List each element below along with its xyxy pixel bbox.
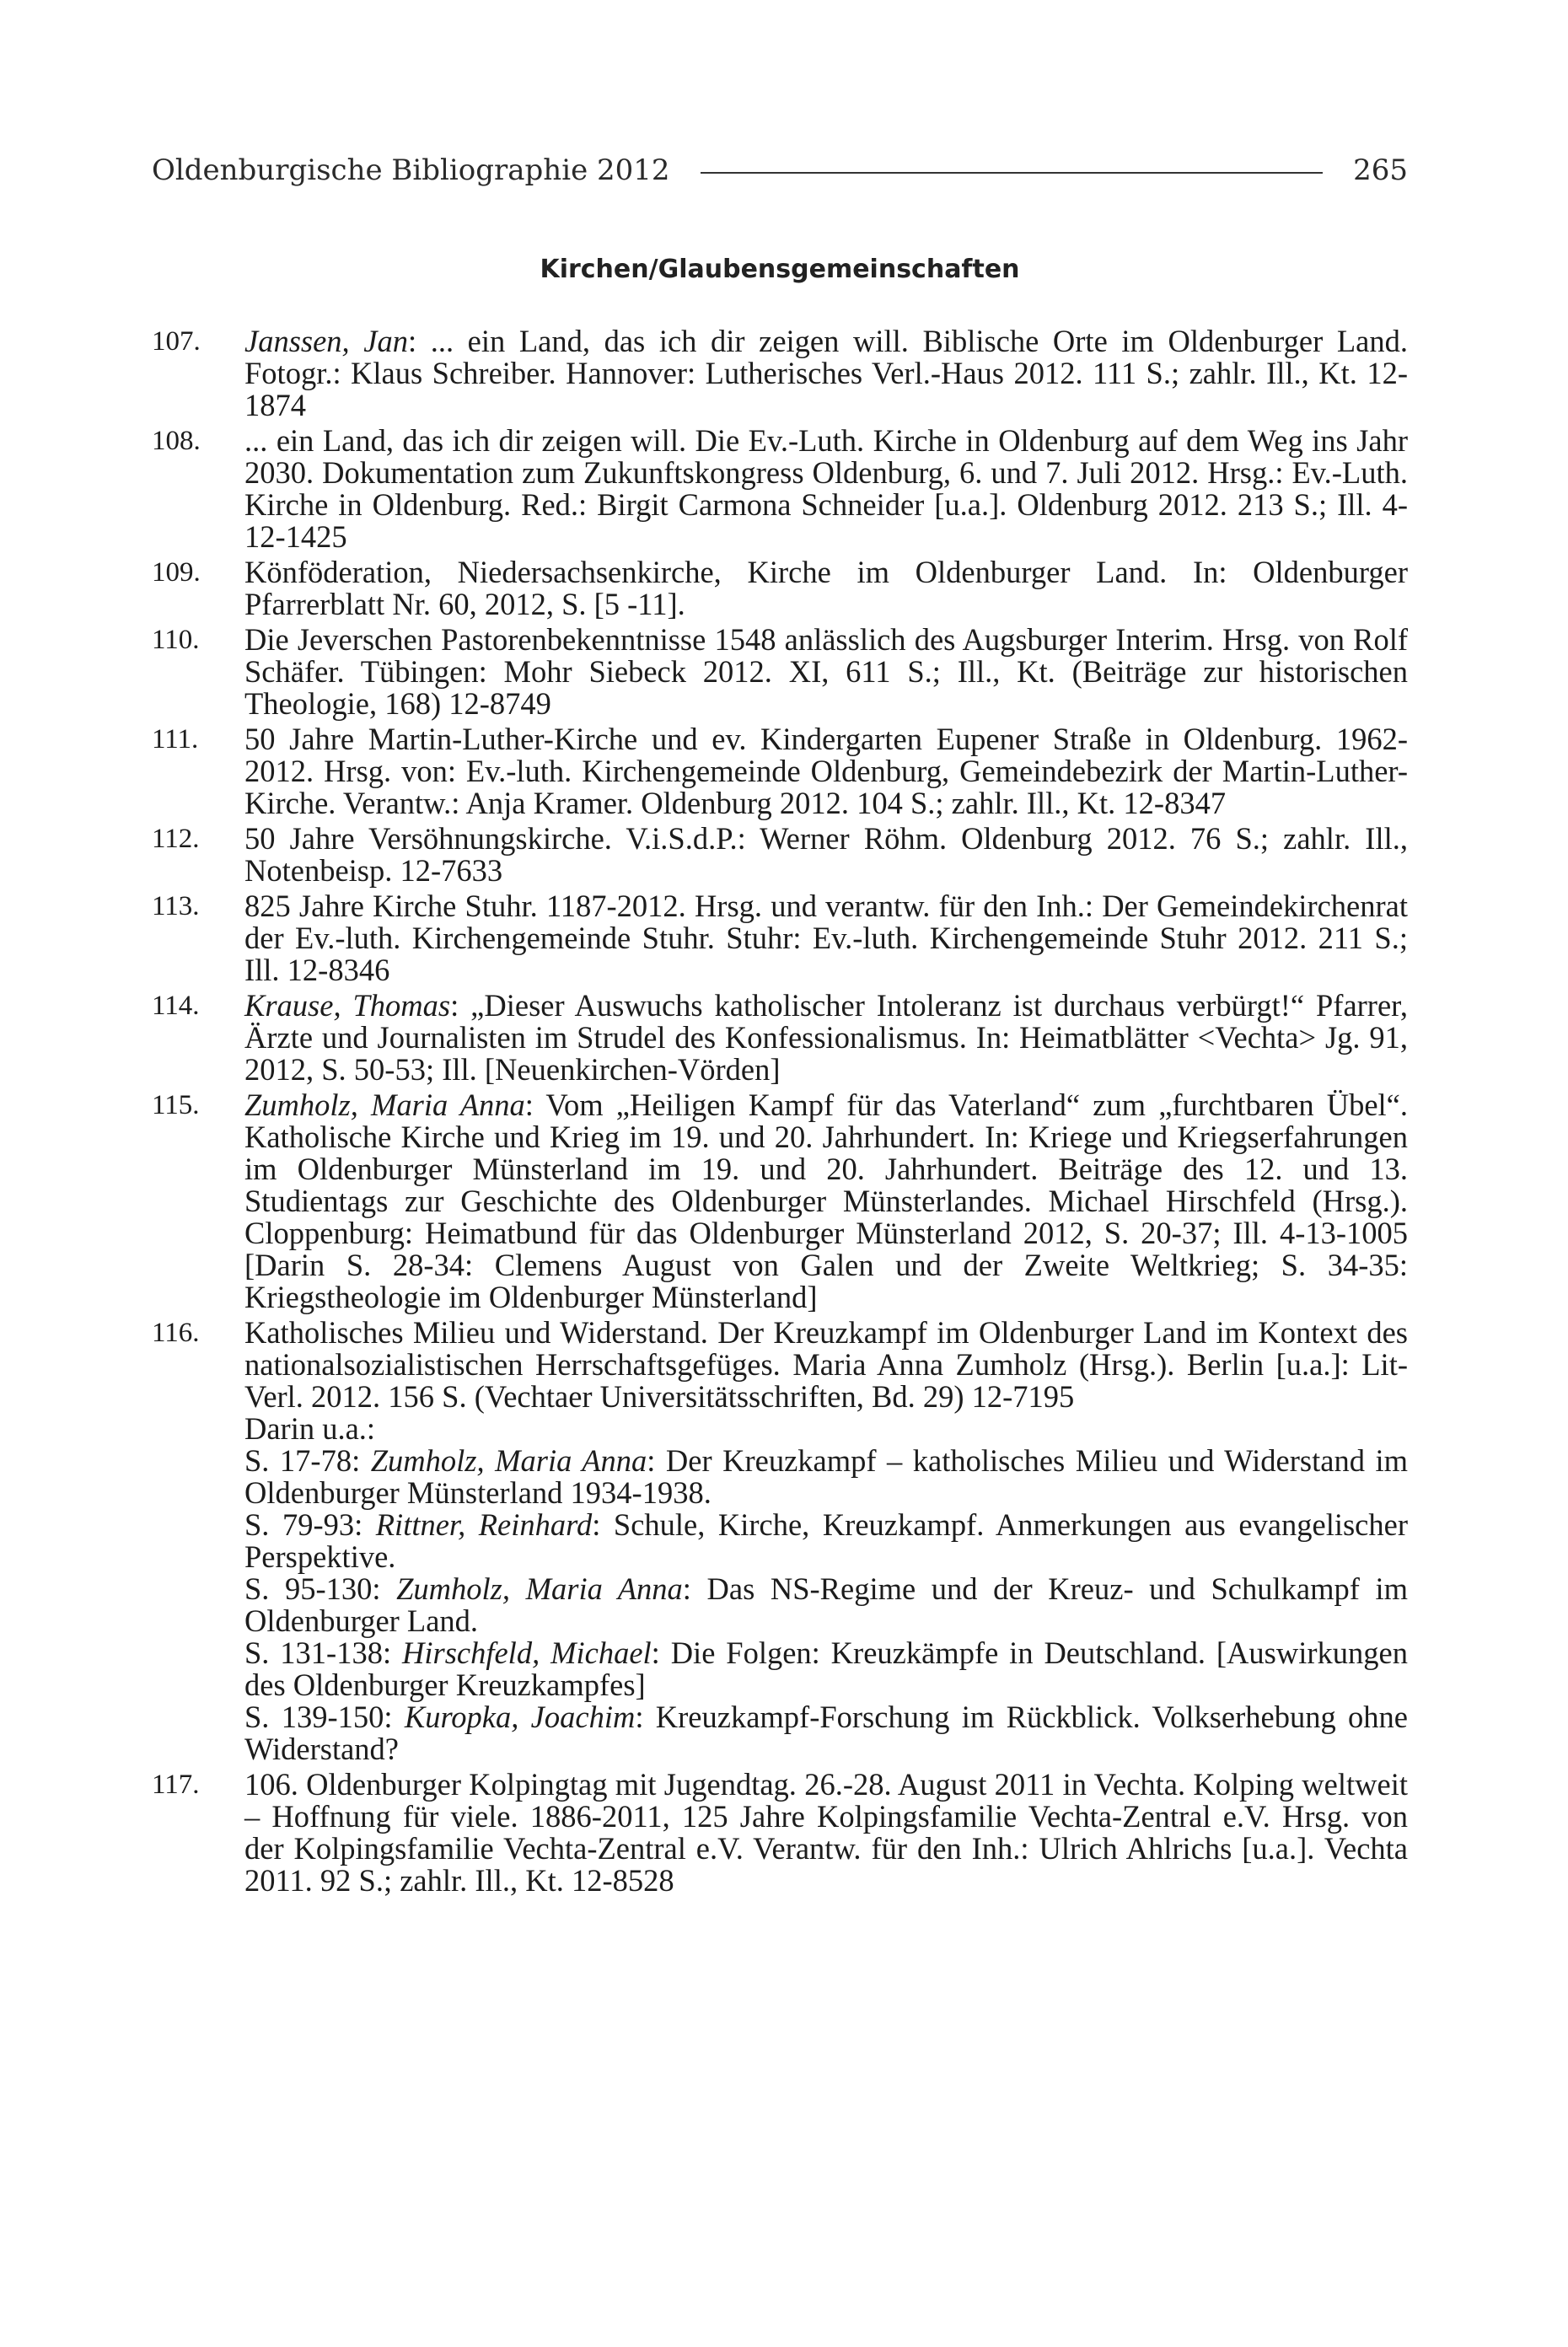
- contents-label: Darin u.a.:: [244, 1411, 376, 1446]
- bibliography-entry-108: [152, 425, 1408, 553]
- entry-citation: : ... ein Land, das ich dir zeigen will. Biblische Orte im Oldenburger Land. Fotogr.: Klaus Schreiber. Hannover: Lutherisches Verl.-Haus 2012. 111 S.; zahlr. Ill., Kt. 12-1874: [244, 324, 1408, 422]
- contents-author: Hirschfeld, Michael: [401, 1635, 652, 1670]
- header-title: Oldenburgische Bibliographie 2012: [152, 153, 670, 187]
- entry-number: 116.: [152, 1318, 200, 1348]
- bibliography-list: [152, 325, 1408, 1900]
- entry-number: 109.: [152, 557, 201, 588]
- entry-citation: : Vom „Heiligen Kampf für das Vaterland“ zum „furchtbaren Übel“. Katholische Kirche und Krieg im 19. und 20. Jahrhundert. In: Kriege und Kriegserfahrungen im Oldenburger Münsterland im 19. und 20. Jahrhundert. Beiträge des 12. und 13. Studientags zur Geschichte des Oldenburger Münsterlandes. Michael Hirschfeld (Hrsg.). Cloppenburg: Heimatbund für das Oldenburger Münsterland 2012, S. 20-37; Ill. 4-13-1005 [Darin S. 28-34: Clemens August von Galen und der Zweite Weltkrieg; S. 34-35: Kriegstheologie im Oldenburger Münsterland]: [244, 1088, 1408, 1314]
- entry-citation: ... ein Land, das ich dir zeigen will. Die Ev.-Luth. Kirche in Oldenburg auf dem Weg ins Jahr 2030. Dokumentation zum Zukunftskongress Oldenburg, 6. und 7. Juli 2012. Hrsg.: Ev.-Luth. Kirche in Oldenburg. Red.: Birgit Carmona Schneider [u.a.]. Oldenburg 2012. 213 S.; Ill. 4-12-1425: [244, 423, 1408, 554]
- entry-text: [244, 556, 1408, 620]
- bibliography-entry-114: [152, 990, 1408, 1086]
- contents-list: [244, 1445, 1408, 1765]
- entry-citation: 106. Oldenburger Kolpingtag mit Jugendtag. 26.-28. August 2011 in Vechta. Kolping weltweit – Hoffnung für viele. 1886-2011, 125 Jahre Kolpingsfamilie Vechta-Zentral e.V. Hrsg. von der Kolpingsfamilie Vechta-Zentral e.V. Verantw. für den Inh.: Ulrich Ahlrichs [u.a.]. Vechta 2011. 92 S.; zahlr. Ill., Kt. 12-8528: [244, 1767, 1408, 1898]
- contents-title: : Schule, Kirche, Kreuzkampf. Anmerkungen aus evangelischer Perspektive.: [244, 1507, 1408, 1574]
- bibliography-entry-111: [152, 723, 1408, 819]
- contents-author: Zumholz, Maria Anna: [396, 1571, 683, 1606]
- entry-number: 114.: [152, 991, 200, 1021]
- entry-author: Krause, Thomas: [244, 988, 451, 1023]
- entry-author: Zumholz, Maria Anna: [244, 1088, 525, 1122]
- bibliography-entry-112: [152, 823, 1408, 887]
- entry-text: [244, 425, 1408, 553]
- entry-citation: Könföderation, Niedersachsenkirche, Kirche im Oldenburger Land. In: Oldenburger Pfarrerblatt Nr. 60, 2012, S. [5 -11].: [244, 555, 1408, 621]
- bibliography-entry-109: [152, 556, 1408, 620]
- contents-item: [244, 1445, 1408, 1509]
- contents-item: [244, 1701, 1408, 1765]
- bibliography-entry-110: [152, 624, 1408, 720]
- entry-citation: 50 Jahre Martin-Luther-Kirche und ev. Kindergarten Eupener Straße in Oldenburg. 1962-2012. Hrsg. von: Ev.-luth. Kirchengemeinde Oldenburg, Gemeindebezirk der Martin-Luther-Kirche. Verantw.: Anja Kramer. Oldenburg 2012. 104 S.; zahlr. Ill., Kt. 12-8347: [244, 722, 1408, 820]
- entry-number: 117.: [152, 1770, 200, 1800]
- contents-title: : Kreuzkampf-Forschung im Rückblick. Volkserhebung ohne Widerstand?: [244, 1700, 1408, 1766]
- entry-number: 107.: [152, 326, 201, 357]
- header-rule: [701, 172, 1324, 174]
- entry-citation: 50 Jahre Versöhnungskirche. V.i.S.d.P.: Werner Röhm. Oldenburg 2012. 76 S.; zahlr. Ill., Notenbeisp. 12-7633: [244, 821, 1408, 888]
- contents-author: Kuropka, Joachim: [404, 1700, 636, 1734]
- entry-author: Janssen, Jan: [244, 324, 408, 358]
- contents-pages: S. 17-78:: [244, 1443, 371, 1478]
- entry-number: 110.: [152, 625, 200, 655]
- entry-citation: : „Dieser Auswuchs katholischer Intoleranz ist durchaus verbürgt!“ Pfarrer, Ärzte und Journalisten im Strudel des Konfessionalismus. In: Heimatblätter <Vechta> Jg. 91, 2012, S. 50-53; Ill. [Neuenkirchen-Vörden]: [244, 988, 1408, 1087]
- entry-number: 113.: [152, 891, 200, 921]
- bibliography-entry-116: [152, 1317, 1408, 1765]
- running-header: [152, 145, 1408, 196]
- entry-citation: Katholisches Milieu und Widerstand. Der Kreuzkampf im Oldenburger Land im Kontext des nationalsozialistischen Herrschaftsgefüges. Maria Anna Zumholz (Hrsg.). Berlin [u.a.]: Lit-Verl. 2012. 156 S. (Vechtaer Universitätsschriften, Bd. 29) 12-7195: [244, 1315, 1408, 1414]
- entry-citation: 825 Jahre Kirche Stuhr. 1187-2012. Hrsg. und verantw. für den Inh.: Der Gemeindekirchenrat der Ev.-luth. Kirchengemeinde Stuhr. Stuhr: Ev.-luth. Kirchengemeinde Stuhr 2012. 211 S.; Ill. 12-8346: [244, 889, 1408, 987]
- entry-number: 108.: [152, 426, 201, 456]
- bibliography-entry-113: [152, 890, 1408, 986]
- contents-item: [244, 1637, 1408, 1701]
- entry-citation: Die Jeverschen Pastorenbekenntnisse 1548 anlässlich des Augsburger Interim. Hrsg. von Rolf Schäfer. Tübingen: Mohr Siebeck 2012. XI, 611 S.; Ill., Kt. (Beiträge zur historischen Theologie, 168) 12-8749: [244, 622, 1408, 721]
- contents-title: : Das NS-Regime und der Kreuz- und Schulkampf im Oldenburger Land.: [244, 1571, 1408, 1638]
- page-number: 265: [1353, 153, 1408, 187]
- contents-author: Zumholz, Maria Anna: [370, 1443, 647, 1478]
- contents-item: [244, 1573, 1408, 1637]
- contents-pages: S. 95-130:: [244, 1571, 397, 1606]
- contents-author: Rittner, Reinhard: [375, 1507, 593, 1542]
- contents-title: : Die Folgen: Kreuzkämpfe in Deutschland. [Auswirkungen des Oldenburger Kreuzkampfes]: [244, 1635, 1408, 1702]
- section-heading: Kirchen/Glaubensgemeinschaften: [540, 255, 1020, 284]
- bibliography-entry-115: [152, 1089, 1408, 1313]
- entry-number: 115.: [152, 1090, 200, 1120]
- contents-pages: S. 79-93:: [244, 1507, 376, 1542]
- entry-text: [244, 1089, 1408, 1313]
- bibliography-entry-107: [152, 325, 1408, 422]
- bibliography-entry-117: [152, 1769, 1408, 1897]
- entry-text: [244, 1769, 1408, 1897]
- entry-number: 111.: [152, 724, 199, 755]
- entry-text: [244, 723, 1408, 819]
- contents-title: : Der Kreuzkampf – katholisches Milieu und Widerstand im Oldenburger Münsterland 1934-1938.: [244, 1443, 1408, 1510]
- entry-text: [244, 325, 1408, 422]
- entry-text: [244, 990, 1408, 1086]
- contents-pages: S. 131-138:: [244, 1635, 402, 1670]
- entry-text: [244, 1317, 1408, 1765]
- entry-number: 112.: [152, 824, 200, 854]
- contents-pages: S. 139-150:: [244, 1700, 405, 1734]
- entry-text: [244, 823, 1408, 887]
- contents-item: [244, 1509, 1408, 1573]
- entry-text: [244, 624, 1408, 720]
- entry-text: [244, 890, 1408, 986]
